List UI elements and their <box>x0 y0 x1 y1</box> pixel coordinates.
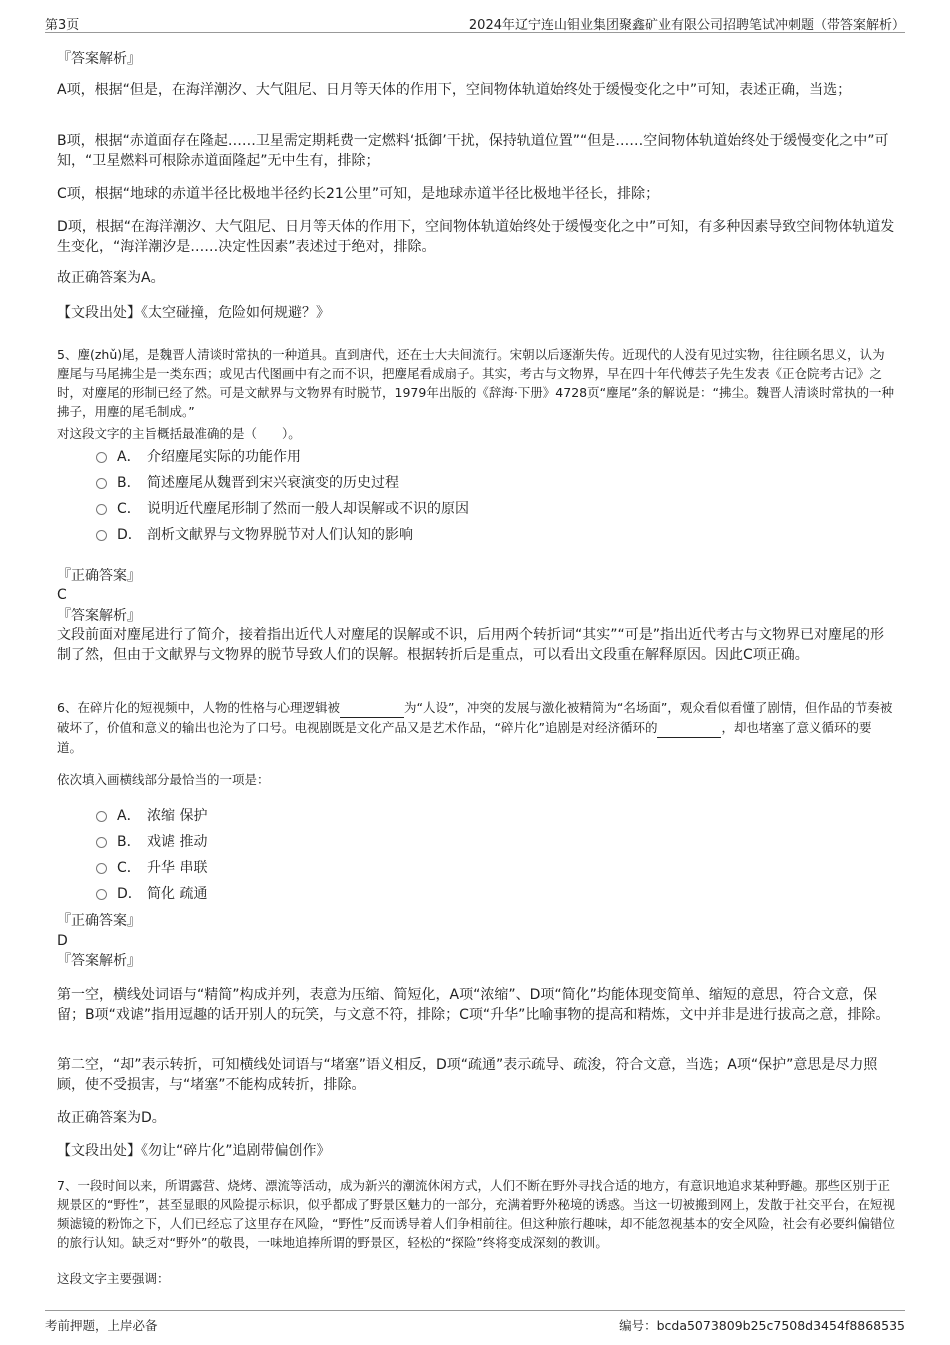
q6-analysis-1: 第一空，横线处词语与“精简”构成并列，表意为压缩、简短化，A项“浓缩”、D项“简化”均能体现变简单、缩短的意思，符合文意，保留；B项“戏谑”指用逗趣的话开别人的玩笑，与文意不符，排除；C项“升华”比喻事物的提高和精炼，文中并非是进行拔高之意，排除。 <box>57 987 890 1023</box>
radio-icon[interactable] <box>96 811 107 822</box>
footer-slogan: 考前押题，上岸必备 <box>45 1318 158 1333</box>
q6-option-b[interactable]: B． 戏谑 推动 <box>96 832 207 852</box>
q6-option-d[interactable]: D． 简化 疏通 <box>96 884 207 904</box>
radio-icon[interactable] <box>96 837 107 848</box>
q6-analysis-label: 『答案解析』 <box>57 953 141 969</box>
q6-option-c[interactable]: C． 升华 串联 <box>96 858 207 878</box>
radio-icon[interactable] <box>96 863 107 874</box>
q6-conclusion: 故正确答案为D。 <box>57 1110 166 1126</box>
document-id: 编号：bcda5073809b25c7508d3454f8868535 <box>619 1318 905 1333</box>
q6-answer-label: 『正确答案』 <box>57 913 141 929</box>
radio-icon[interactable] <box>96 889 107 900</box>
q6-stem: 6、在碎片化的短视频中，人物的性格与心理逻辑被 为“人设”，冲突的发展与激化被精简为“名场面”，观众看似看懂了剧情，但作品的节奏被破坏了，价值和意义的输出也沦为了口号。电视剧既是文化产品又是艺术作品，“碎片化”追剧是对经济循环的 ，却也堵塞了意义循环的要道。 <box>57 700 893 755</box>
q5-answer: C <box>57 587 67 603</box>
q4-source: 【文段出处】《太空碰撞，危险如何规避？》 <box>57 305 330 321</box>
q4-analysis-label: 『答案解析』 <box>57 51 141 67</box>
page-header <box>45 12 905 33</box>
q6-option-a[interactable]: A． 浓缩 保护 <box>96 806 207 826</box>
page-number: 第3页 <box>45 18 80 33</box>
q6-question: 依次填入画横线部分最恰当的一项是： <box>57 772 270 787</box>
q5-option-c[interactable]: C． 说明近代麈尾形制了然而一般人却误解或不识的原因 <box>96 499 469 519</box>
radio-icon[interactable] <box>96 478 107 489</box>
q6-answer: D <box>57 933 68 949</box>
q6-analysis-2: 第二空，“却”表示转折，可知横线处词语与“堵塞”语义相反，D项“疏通”表示疏导、疏浚，符合文意，当选；A项“保护”意思是尽力照顾，使不受损害，与“堵塞”不能构成转折，排除。 <box>57 1057 878 1093</box>
q6-source: 【文段出处】《勿让“碎片化”追剧带偏创作》 <box>57 1143 331 1159</box>
document-title: 2024年辽宁连山钼业集团聚鑫矿业有限公司招聘笔试冲刺题（带答案解析） <box>468 18 905 33</box>
radio-icon[interactable] <box>96 530 107 541</box>
q4-analysis-b: B项，根据“赤道面存在隆起……卫星需定期耗费一定燃料‘抵御’干扰，保持轨道位置”“但是……空间物体轨道始终处于缓慢变化之中”可知，“卫星燃料可根除赤道面隆起”无中生有，排除； <box>57 133 889 169</box>
q7-question: 这段文字主要强调： <box>57 1271 170 1286</box>
q5-option-b[interactable]: B． 简述麈尾从魏晋到宋兴衰演变的历史过程 <box>96 473 399 493</box>
blank-2 <box>657 718 721 738</box>
q7-stem: 7、一段时间以来，所谓露营、烧烤、漂流等活动，成为新兴的潮流休闲方式，人们不断在野外寻找合适的地方，有意识地追求某种野趣。那些区别于正规景区的“野性”，甚至显眼的风险提示标识，似乎都成了野景区魅力的一部分，充满着野外秘境的诱惑。当这一切被搬到网上，发散于社交平台，在短视频滤镜的粉饰之下，人们已经忘了这里存在风险，“野性”反而诱导着人们争相前往。但这种旅行趣味，却不能忽视基本的安全风险，社会有必要纠偏错位的旅行认知。缺乏对“野外”的敬畏，一味地追捧所谓的野景区，轻松的“探险”终将变成深刻的教训。 <box>57 1178 895 1250</box>
q4-conclusion: 故正确答案为A。 <box>57 270 165 286</box>
q5-analysis-label: 『答案解析』 <box>57 608 141 624</box>
q5-question: 对这段文字的主旨概括最准确的是（ ）。 <box>57 426 301 441</box>
q4-analysis-c: C项，根据“地球的赤道半径比极地半径约长21公里”可知，是地球赤道半径比极地半径长，排除； <box>57 186 660 202</box>
q5-stem: 5、麈(zhǔ)尾，是魏晋人清谈时常执的一种道具。直到唐代，还在士大夫间流行。宋朝以后逐渐失传。近现代的人没有见过实物，往往顾名思义，认为麈尾与马尾拂尘是一类东西；或见古代图画中有之而不识，把麈尾看成扇子。其实，考古与文物界，早在四十年代傅芸子先生发表《正仓院考古记》之时，对麈尾的形制已经了然。可是文献界与文物界有时脱节，1979年出版的《辞海·下册》4728页“麈尾”条的解说是：“拂尘。魏晋人清谈时常执的一种拂子，用麈的尾毛制成。” <box>57 347 895 419</box>
q4-analysis-d: D项，根据“在海洋潮汐、大气阻尼、日月等天体的作用下，空间物体轨道始终处于缓慢变化之中”可知，有多种因素导致空间物体轨道发生变化，“海洋潮汐是……决定性因素”表述过于绝对，排除。 <box>57 219 895 255</box>
blank-1 <box>340 698 404 718</box>
q4-analysis-a: A项，根据“但是，在海洋潮汐、大气阻尼、日月等天体的作用下，空间物体轨道始终处于缓慢变化之中”可知，表述正确，当选； <box>57 82 852 98</box>
q5-answer-label: 『正确答案』 <box>57 568 141 584</box>
radio-icon[interactable] <box>96 504 107 515</box>
q5-option-d[interactable]: D． 剖析文献界与文物界脱节对人们认知的影响 <box>96 525 413 545</box>
q5-analysis: 文段前面对麈尾进行了简介，接着指出近代人对麈尾的误解或不识，后用两个转折词“其实”“可是”指出近代考古与文物界已对麈尾的形制了然，但由于文献界与文物界的脱节导致人们的误解。根据转折后是重点，可以看出文段重在解释原因。因此C项正确。 <box>57 627 885 663</box>
q5-option-a[interactable]: A． 介绍麈尾实际的功能作用 <box>96 447 301 467</box>
radio-icon[interactable] <box>96 452 107 463</box>
page-footer <box>45 1310 905 1335</box>
